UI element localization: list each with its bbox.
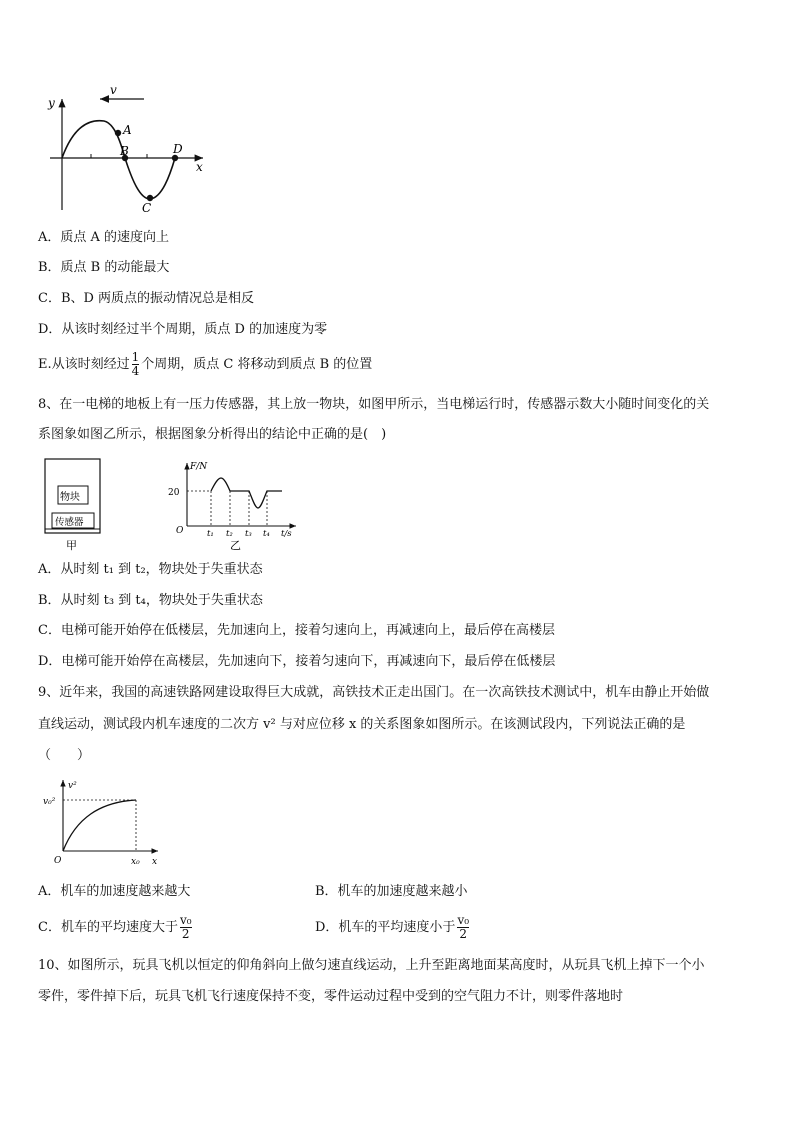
force-curve	[211, 478, 282, 508]
q9-option-c	[38, 911, 194, 945]
elevator-figure	[44, 458, 106, 552]
t3-label: t₃	[245, 529, 252, 539]
v2-y-label: v²	[68, 781, 77, 791]
fraction-quarter: $\frac{1}{4}$	[131, 350, 140, 378]
q9-stem-line1: 9、近年来，我国的高速铁路网建设取得巨大成就，高铁技术正走出国门。在一次高铁技术测试中，机车由静止开始做	[38, 685, 710, 700]
sensor-label: 传感器	[55, 517, 84, 528]
figure-yi-caption: 乙	[230, 539, 241, 552]
q7-option-e-post: 个周期，质点 C 将移动到质点 B 的位置	[141, 357, 373, 372]
force-origin-label: O	[176, 526, 184, 536]
q9-option-a: A．机车的加速度越来越大	[38, 884, 191, 899]
v2-curve	[63, 800, 136, 851]
point-a	[115, 130, 121, 136]
v2-x-graph	[38, 776, 168, 868]
v2-x-label: x	[152, 857, 158, 867]
q7-option-d: D．从该时刻经过半个周期，质点 D 的加速度为零	[38, 322, 328, 337]
q9-option-d-text: D．机车的平均速度小于	[315, 920, 456, 935]
point-d-label: D	[173, 142, 183, 156]
q8-option-b: B．从时刻 t₃ 到 t₄，物块处于失重状态	[38, 593, 263, 608]
t4-label: t₄	[263, 529, 270, 539]
q8-option-d: D．电梯可能开始停在高楼层，先加速向下，接着匀速向下，再减速向下，最后停在低楼层	[38, 654, 556, 669]
fraction-v0-half-d: $\frac{\text{v₀}}{2}$	[457, 913, 470, 941]
q8-stem-line2: 系图象如图乙所示，根据图象分析得出的结论中正确的是( )	[38, 427, 387, 442]
q9-option-b: B．机车的加速度越来越小	[315, 884, 468, 899]
fraction-v0-half: $\frac{\text{v₀}}{2}$	[179, 913, 192, 941]
point-a-label: A	[123, 123, 132, 137]
q7-option-e-pre: E.从该时刻经过	[38, 357, 130, 372]
force-20-label: 20	[168, 488, 180, 498]
velocity-label: v	[110, 85, 117, 97]
point-b-label: B	[120, 144, 129, 158]
q7-option-e	[38, 350, 372, 380]
q10-stem-line2: 零件，零件掉下后，玩具飞机飞行速度保持不变，零件运动过程中受到的空气阻力不计，则零件落地时	[38, 989, 624, 1004]
q7-option-c: C．B、D 两质点的振动情况总是相反	[38, 291, 255, 306]
q10-stem-line1: 10、如图所示，玩具飞机以恒定的仰角斜向上做匀速直线运动，上升至距离地面某高度时，从玩具飞机上掉下一个小	[38, 958, 705, 973]
time-axis-label: t/s	[281, 529, 292, 539]
force-time-graph	[166, 458, 306, 552]
t1-label: t₁	[207, 529, 214, 539]
q9-stem-line2: 直线运动，测试段内机车速度的二次方 v² 与对应位移 x 的关系图象如图所示。在该测试段内，下列说法正确的是	[38, 717, 686, 732]
q8-option-a: A．从时刻 t₁ 到 t₂，物块处于失重状态	[38, 562, 263, 577]
v2-y0-label: v₀²	[43, 797, 56, 807]
wave-x-label: x	[196, 160, 203, 174]
q8-stem-line1: 8、在一电梯的地板上有一压力传感器，其上放一物块，如图甲所示，当电梯运行时，传感器示数大小随时间变化的关	[38, 397, 710, 412]
v2-x0-label: x₀	[131, 857, 140, 867]
block-label: 物块	[60, 492, 80, 503]
wave-figure	[40, 85, 215, 215]
q7-option-a: A．质点 A 的速度向上	[38, 230, 170, 245]
figure-jia-caption: 甲	[66, 539, 77, 552]
point-c-label: C	[142, 201, 152, 215]
force-y-label: F/N	[190, 462, 208, 472]
v2-origin-label: O	[54, 856, 62, 866]
q7-option-b: B．质点 B 的动能最大	[38, 260, 170, 275]
wave-y-label: y	[48, 96, 55, 110]
t2-label: t₂	[226, 529, 233, 539]
q9-stem-line3: （ ）	[38, 748, 91, 763]
q9-option-c-text: C．机车的平均速度大于	[38, 920, 178, 935]
q9-option-d	[315, 911, 471, 945]
q8-option-c: C．电梯可能开始停在低楼层，先加速向上，接着匀速向上，再减速向上，最后停在高楼层	[38, 623, 555, 638]
